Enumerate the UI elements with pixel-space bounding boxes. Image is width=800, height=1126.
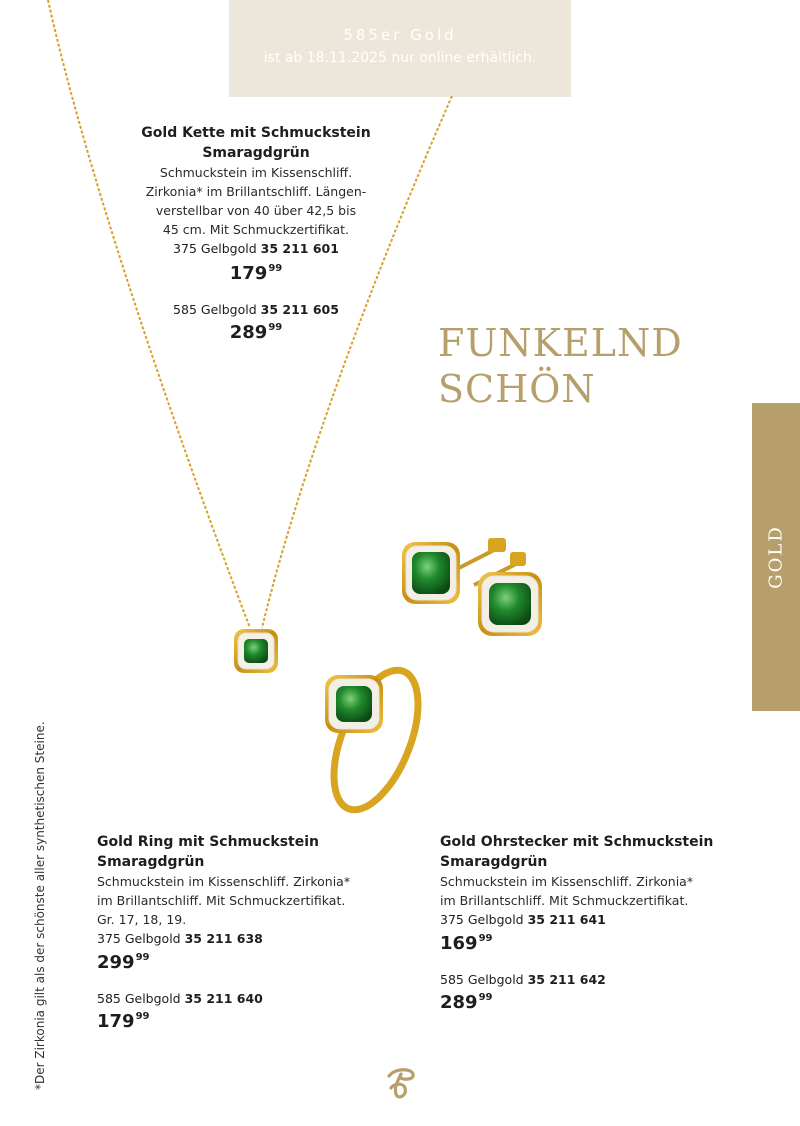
category-tab-label: GOLD <box>765 525 787 589</box>
necklace-price-585: $289^{99}$ <box>229 322 283 343</box>
necklace-variant-375: 375 Gelbgold 35 211 601 <box>173 241 339 256</box>
necklace-desc-line: 45 cm. Mit Schmuckzertifikat. <box>162 222 350 237</box>
headline: FUNKELND SCHÖN <box>438 321 683 411</box>
article-number: 35 211 638 <box>184 931 263 946</box>
earrings-product <box>440 832 760 1015</box>
footnote: *Der Zirkonia gilt als der schönste aller synthetischen Steine. <box>33 721 47 1090</box>
earrings-desc-line: im Brillantschliff. Mit Schmuckzertifikat. <box>440 893 689 908</box>
earrings-price-375: $169^{99}$ <box>440 933 493 954</box>
ring-variant-585: 585 Gelbgold 35 211 640 <box>97 991 263 1006</box>
necklace-title: Gold Kette mit Schmuckstein Smaragdgrün <box>141 125 371 161</box>
necklace-product <box>140 123 372 345</box>
earrings-title: Smaragdgrün <box>440 854 548 870</box>
ring-variant-375: 375 Gelbgold 35 211 638 <box>97 931 263 946</box>
ring-title: Smaragdgrün <box>97 854 205 870</box>
earrings-variant-585: 585 Gelbgold 35 211 642 <box>440 972 606 987</box>
necklace-desc-line: Zirkonia* im Brillantschliff. Längen- <box>145 184 367 199</box>
ring-title: Gold Ring mit Schmuckstein <box>97 834 319 850</box>
earrings-desc-line: Schmuckstein im Kissenschliff. Zirkonia* <box>440 874 694 889</box>
brand-logo-icon <box>385 1066 417 1100</box>
ring-image <box>317 659 435 822</box>
earrings-title: Gold Ohrstecker mit Schmuckstein <box>440 834 714 850</box>
article-number: 35 211 642 <box>527 972 606 987</box>
banner-subtitle: ist ab 18.11.2025 nur online erhältlich. <box>263 50 537 66</box>
ring-desc-line: Schmuckstein im Kissenschliff. Zirkonia* <box>97 874 351 889</box>
earrings-variant-375: 375 Gelbgold 35 211 641 <box>440 912 606 927</box>
article-number: 35 211 641 <box>527 912 606 927</box>
category-tab <box>752 403 800 711</box>
necklace-variant-585: 585 Gelbgold 35 211 605 <box>173 302 339 317</box>
ring-price-585: $179^{99}$ <box>97 1011 150 1032</box>
necklace-desc-line: verstellbar von 40 über 42,5 bis <box>155 203 357 218</box>
ring-desc-line: Gr. 17, 18, 19. <box>97 912 187 927</box>
article-number: 35 211 601 <box>260 241 339 256</box>
necklace-price-375: $179^{99}$ <box>229 263 283 284</box>
necklace-desc-line: Schmuckstein im Kissenschliff. <box>159 165 353 180</box>
banner-title: 585er Gold <box>343 26 457 44</box>
ring-desc-line: im Brillantschliff. Mit Schmuckzertifikat. <box>97 893 346 908</box>
article-number: 35 211 605 <box>260 302 339 317</box>
earrings-image <box>402 538 542 636</box>
ring-product <box>97 832 417 1034</box>
ring-price-375: $299^{99}$ <box>97 952 150 973</box>
earrings-price-585: $289^{99}$ <box>440 992 493 1013</box>
article-number: 35 211 640 <box>184 991 263 1006</box>
